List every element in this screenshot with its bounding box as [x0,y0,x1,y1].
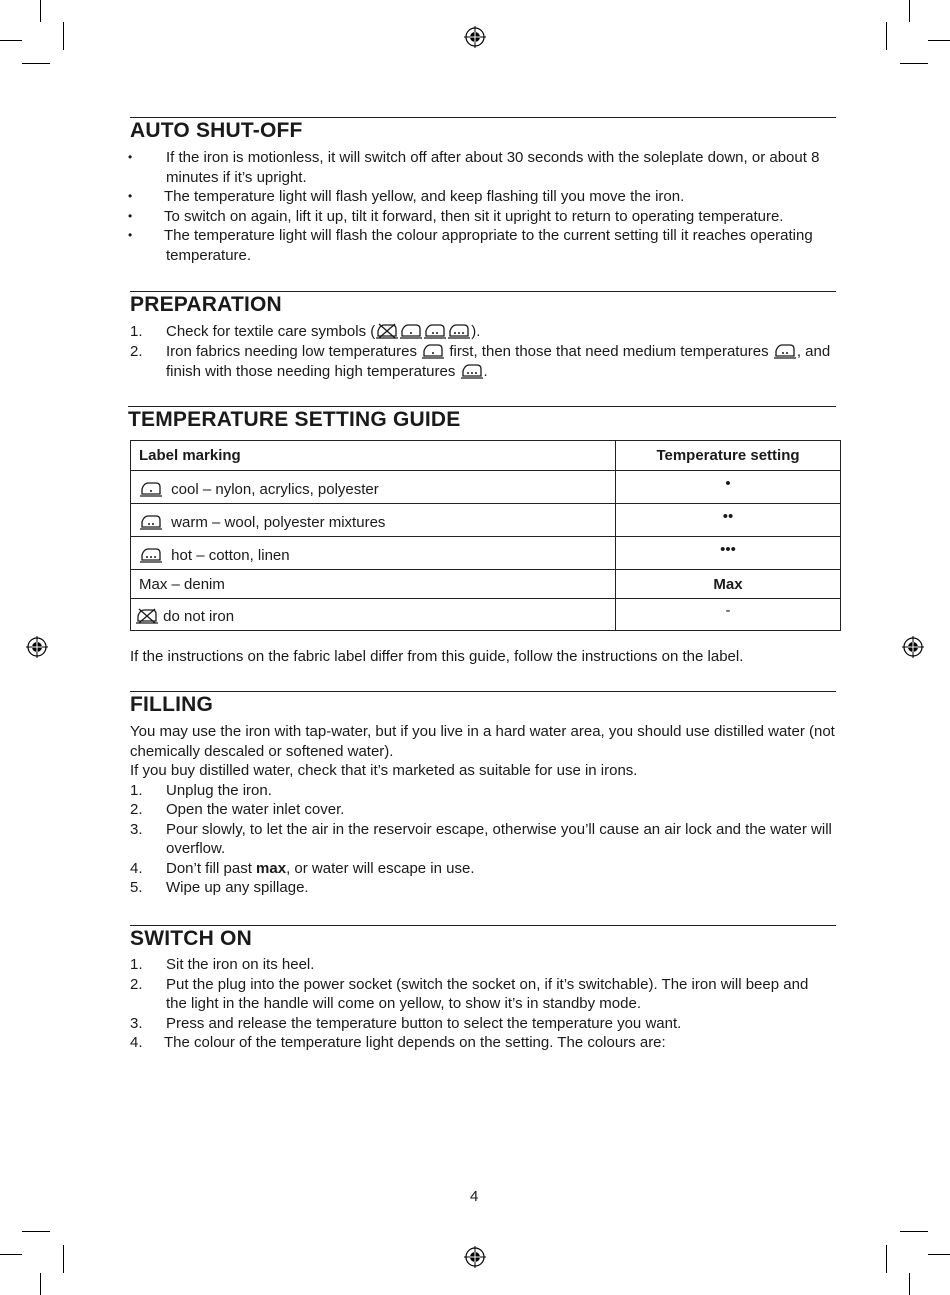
table-header-cell: Temperature setting [616,441,841,471]
list-number: 4. [130,1034,143,1051]
table-cell [131,471,616,504]
section-heading-preparation: PREPARATION [130,291,836,317]
table-cell [131,537,616,570]
list-item-text: overflow. [166,840,226,857]
crop-mark [40,0,41,22]
registration-mark-icon [464,1246,486,1268]
list-item-text: The colour of the temperature light depends on the setting. The colours are: [164,1034,666,1051]
bullet-text: temperature. [166,246,252,264]
registration-mark-icon [902,636,924,658]
iron-1-dot-icon [139,481,163,497]
registration-mark-icon [26,636,48,658]
table-cell: ••• [616,537,841,570]
table-cell-text: do not iron [163,607,235,625]
table-cell-text: warm – wool, polyester mixtures [171,513,386,531]
list-number: 4. [130,859,143,877]
temperature-guide-table [130,440,841,631]
do-not-iron-icon [375,323,399,339]
list-number: 1. [130,323,143,340]
table-row [131,570,841,599]
table-row [131,504,841,537]
bullet: • [128,189,133,203]
list-number: 3. [130,820,143,838]
bullet-text: To switch on again, lift it up, tilt it forward, then sit it upright to return to operating temperature. [164,207,784,225]
crop-mark [928,1254,950,1255]
table-cell-text: hot – cotton, linen [171,546,290,564]
bullet: • [128,150,133,164]
list-item [166,342,838,381]
table-cell: - [616,599,841,631]
paragraph-line: If you buy distilled water, check that it’s marketed as suitable for use in irons. [130,762,638,779]
crop-mark [22,63,50,64]
iron-2-dot-icon [773,343,797,359]
list-number: 1. [130,956,143,973]
iron-3-dot-icon [447,323,471,339]
iron-3-dot-icon [460,363,484,379]
table-cell: • [616,471,841,504]
list-item-text: first, then those that need medium temperatures [449,343,769,360]
list-item-text: Don’t fill past [166,859,257,877]
crop-mark [886,1245,887,1273]
table-cell [131,504,616,537]
page-number: 4 [470,1188,479,1205]
table-row [131,599,841,631]
iron-2-dot-icon [423,323,447,339]
section-heading-auto-shut-off: AUTO SHUT-OFF [130,117,836,143]
do-not-iron-icon [135,608,159,624]
list-item [166,322,838,342]
crop-mark [900,1231,928,1232]
bullet-text: The temperature light will flash yellow, and keep flashing till you move the iron. [164,188,685,205]
paragraph-line: You may use the iron with tap-water, but if you live in a hard water area, you should use distilled water (not [130,723,835,740]
table-header-cell: Label marking [131,441,616,471]
bullet: • [128,228,133,242]
list-item-text: finish with those needing high temperatures [166,362,456,380]
list-number: 2. [130,801,143,818]
guide-note: If the instructions on the fabric label differ from this guide, follow the instructions on the label. [130,648,744,665]
section-heading-switch-on: SWITCH ON [130,925,836,951]
max-emphasis: max [256,859,287,877]
bullet-text: If the iron is motionless, it will switch off after about 30 seconds with the soleplate down, or about 8 [166,149,820,166]
section-heading-temperature-guide: TEMPERATURE SETTING GUIDE [128,406,836,432]
crop-mark [900,63,928,64]
crop-mark [40,1273,41,1295]
list-item-text: , or water will escape in use. [286,859,475,877]
table-cell [131,599,616,631]
crop-mark [0,40,22,41]
bullet-text: The temperature light will flash the colour appropriate to the current setting till it reaches operating [164,227,813,244]
table-row [131,537,841,570]
crop-mark [886,22,887,50]
table-cell: •• [616,504,841,537]
crop-mark [63,22,64,50]
list-item-text: Check for textile care symbols ( [166,323,376,340]
paragraph-line: chemically descaled or softened water). [130,742,394,760]
crop-mark [0,1254,22,1255]
list-item-text: . [483,362,488,380]
table-cell-text: cool – nylon, acrylics, polyester [171,480,379,498]
bullet: • [128,208,133,223]
iron-2-dot-icon [139,514,163,530]
list-item-text: Iron fabrics needing low temperatures [166,343,417,360]
list-item-text: ). [471,323,481,340]
table-row [131,471,841,504]
list-item-text: the light in the handle will come on yellow, to show it’s in standby mode. [166,995,641,1012]
crop-mark [22,1231,50,1232]
list-item-text: Wipe up any spillage. [166,879,309,896]
list-item-text: Sit the iron on its heel. [166,956,315,973]
list-item-text: Open the water inlet cover. [166,801,345,818]
table-cell: Max [616,570,841,599]
crop-mark [63,1245,64,1273]
list-number: 1. [130,781,143,799]
list-item [166,859,838,879]
iron-1-dot-icon [399,323,423,339]
table-cell: Max – denim [131,570,616,599]
crop-mark [909,0,910,22]
bullet-text: minutes if it’s upright. [166,168,307,186]
table-header-row [131,441,841,471]
section-heading-filling: FILLING [130,691,836,717]
iron-1-dot-icon [421,343,445,359]
list-item-text: Put the plug into the power socket (switch the socket on, if it’s switchable). The iron will beep and [166,975,809,993]
list-item-text: Pour slowly, to let the air in the reservoir escape, otherwise you’ll cause an air lock and the water will [166,820,832,838]
list-number: 2. [130,975,143,993]
list-number: 5. [130,879,143,896]
list-number: 2. [130,343,143,360]
iron-3-dot-icon [139,547,163,563]
list-item-text: , and [796,343,831,360]
crop-mark [909,1273,910,1295]
registration-mark-icon [464,26,486,48]
list-number: 3. [130,1014,143,1032]
list-item-text: Unplug the iron. [166,781,272,799]
crop-mark [928,40,950,41]
list-item-text: Press and release the temperature button to select the temperature you want. [166,1014,682,1032]
